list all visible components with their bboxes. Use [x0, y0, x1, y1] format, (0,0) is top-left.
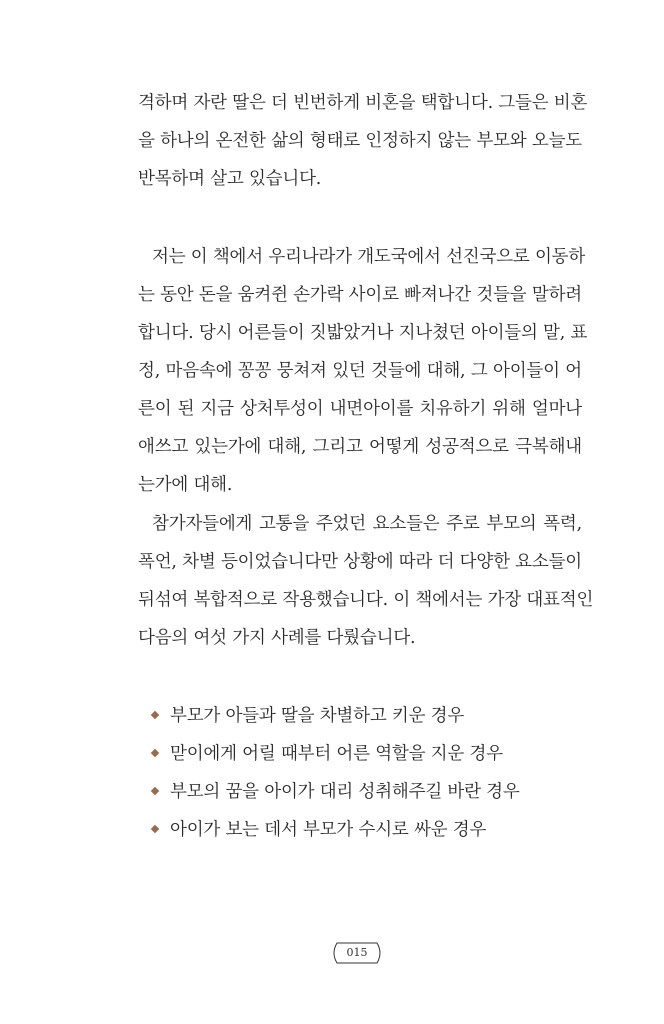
text-line: 참가자들에게 고통을 주었던 요소들은 주로 부모의 폭력,	[152, 514, 582, 534]
list-item-text: 맏이에게 어릴 때부터 어른 역할을 지운 경우	[170, 744, 503, 764]
text-line: 다음의 여섯 가지 사례를 다뤘습니다.	[138, 628, 416, 648]
list-item	[152, 773, 572, 811]
page-number-text: 015	[346, 946, 368, 959]
list-item	[152, 697, 572, 735]
text-line: 애쓰고 있는가에 대해, 그리고 어떻게 성공적으로 극복해내	[138, 437, 582, 457]
diamond-bullet-icon	[151, 748, 159, 756]
list-item-text: 부모의 꿈을 아이가 대리 성취해주길 바란 경우	[170, 782, 520, 802]
paragraph-2	[138, 238, 588, 504]
page-number	[329, 941, 385, 965]
list-item-text: 아이가 보는 데서 부모가 수시로 싸운 경우	[170, 820, 487, 840]
text-line: 반목하며 살고 있습니다.	[138, 169, 322, 189]
text-line: 뒤섞여 복합적으로 작용했습니다. 이 책에서는 가장 대표적인	[138, 590, 594, 610]
list-item	[152, 811, 572, 849]
text-line: 른이 된 지금 상처투성이 내면아이를 치유하기 위해 얼마나	[138, 399, 582, 419]
list-item-text: 부모가 아들과 딸을 차별하고 키운 경우	[170, 706, 465, 726]
diamond-bullet-icon	[151, 710, 159, 718]
text-line: 폭언, 차별 등이었습니다만 상황에 따라 더 다양한 요소들이	[138, 552, 582, 572]
text-line: 는가에 대해.	[138, 475, 233, 495]
paragraph-1	[138, 84, 588, 198]
text-line: 정, 마음속에 꽁꽁 뭉쳐져 있던 것들에 대해, 그 아이들이 어	[138, 361, 582, 381]
text-line: 저는 이 책에서 우리나라가 개도국에서 선진국으로 이동하	[152, 247, 586, 267]
text-line: 합니다. 당시 어른들이 짓밟았거나 지나쳤던 아이들의 말, 표	[138, 323, 588, 343]
text-line: 는 동안 돈을 움켜쥔 손가락 사이로 빠져나간 것들을 말하려	[138, 285, 582, 305]
list-item	[152, 735, 572, 773]
diamond-bullet-icon	[151, 786, 159, 794]
diamond-bullet-icon	[151, 824, 159, 832]
paragraph-3	[138, 505, 594, 657]
case-list	[152, 697, 572, 849]
text-line: 을 하나의 온전한 삶의 형태로 인정하지 않는 부모와 오늘도	[138, 131, 582, 151]
text-line: 격하며 자란 딸은 더 빈번하게 비혼을 택합니다. 그들은 비혼	[138, 93, 588, 113]
